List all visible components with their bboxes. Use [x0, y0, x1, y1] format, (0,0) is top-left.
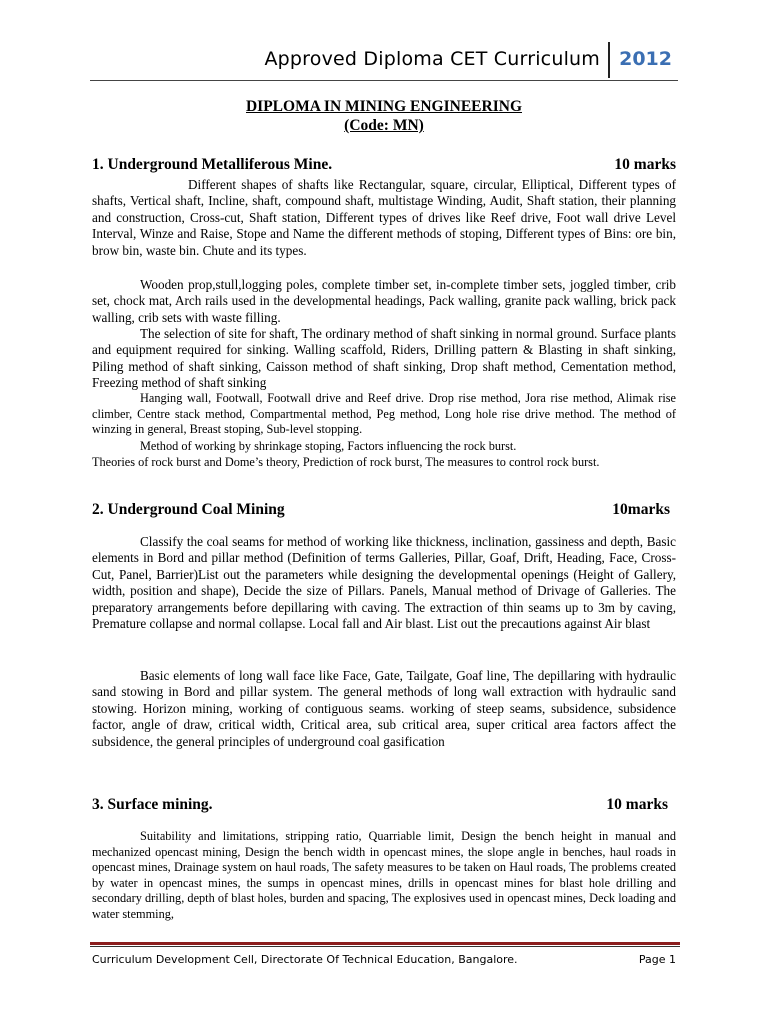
section-heading-1: [92, 156, 676, 174]
footer-rule-red: [90, 942, 680, 945]
page-header: [90, 40, 678, 81]
section-title: 2. Underground Coal Mining: [92, 501, 285, 518]
paragraph: Classify the coal seams for method of working like thickness, inclination, gassiness and depth, Basic elements in Bord and pillar method (Definition of terms Galleries, Pillar, Goaf, Drift, Heading, Face, Cross- Cut, Panel, Barrier)List out the parameters while designing the developmental openings (Height of Gallery, width, position and shape), Decide the size of Pillars. Panels, Manual method of Drivage of Galleries. The preparatory arrangements before depillaring with caving. The extraction of thin seams up to 3m by caving, Premature collapse and normal collapse. Local fall and Air blast. List out the precautions against Air blast: [92, 534, 676, 632]
paragraph: Wooden prop,stull,logging poles, complete timber set, in-complete timber sets, joggled timber, crib set, chock mat, Arch rails used in the developmental headings, Pack walling, granite pack walling, brick pack walling, crib sets with waste filling.: [92, 277, 676, 325]
section-marks: 10 marks: [614, 156, 676, 173]
document-title-line2: (Code: MN): [344, 117, 424, 134]
section-title: 1. Underground Metalliferous Mine.: [92, 156, 333, 173]
footer-organization: Curriculum Development Cell, Directorate Of Technical Education, Bangalore.: [92, 953, 518, 966]
paragraph: Method of working by shrinkage stoping, Factors influencing the rock burst.: [140, 439, 517, 453]
paragraph: Theories of rock burst and Dome’s theory, Prediction of rock burst, The measures to control rock burst.: [92, 455, 600, 469]
header-separator: [608, 42, 610, 78]
paragraph: Suitability and limitations, stripping ratio, Quarriable limit, Design the bench height in manual and mechanized opencast mining, Design the bench width in opencast mines, the slope angle in benches, haul roads in opencast mines, Drainage system on haul roads, The safety measures to be taken on Haul roads, The problems created by water in opencast mines, the sumps in opencast mines, drills in opencast mines for blast hole drilling and secondary drilling, depth of blast holes, burden and spacing, The explosives used in opencast mines, Deck loading and water stemming,: [92, 829, 676, 921]
header-year: 2012: [619, 48, 672, 70]
header-title: Approved Diploma CET Curriculum: [264, 48, 600, 70]
document-title: [90, 97, 678, 135]
paragraph: Basic elements of long wall face like Face, Gate, Tailgate, Goaf line, The depillaring with hydraulic sand stowing in Bord and pillar system. The general methods of long wall extraction with hydraulic sand stowing. Horizon mining, working of contiguous seams. working of steep seams, subsidence, subsidence factor, angle of draw, critical width, Critical area, sub critical area, super critical area factors affect the subsidence, the general principles of underground coal gasification: [92, 668, 676, 749]
document-title-line1: DIPLOMA IN MINING ENGINEERING: [245, 98, 522, 115]
footer-page-number: Page 1: [638, 953, 676, 966]
paragraph: Hanging wall, Footwall, Footwall drive and Reef drive. Drop rise method, Jora rise method, Alimak rise climber, Centre stack method, Compartmental method, Peg method, Long hole rise drive method. The method of winzing in general, Breast stoping, Sub-level stopping.: [92, 391, 676, 437]
section-marks: 10marks: [612, 501, 670, 518]
section-heading-3: [92, 796, 676, 814]
section-heading-2: [92, 501, 676, 519]
paragraph: Different shapes of shafts like Rectangular, square, circular, Elliptical, Different types of shafts, Vertical shaft, Incline, shaft, compound shaft, multistage Winding, Audit, Shaft station, their planning and construction, Cross-cut, Shaft station, Different types of drives like Reef drive, Foot wall drive Level Interval, Winze and Raise, Stope and Name the different methods of stoping, Different types of Bins: ore bin, brow bin, waste bin. Chute and its types.: [92, 177, 676, 258]
footer-rule-dark: [90, 946, 680, 947]
section-title: 3. Surface mining.: [92, 796, 213, 813]
section-marks: 10 marks: [606, 796, 668, 813]
paragraph: The selection of site for shaft, The ordinary method of shaft sinking in normal ground. Surface plants and equipment required for sinking. Walling scaffold, Riders, Drilling pattern & Blasting in shaft sinking, Piling method of shaft sinking, Caisson method of shaft sinking, Drop shaft method, Cementation method, Freezing method of shaft sinking: [92, 326, 676, 391]
